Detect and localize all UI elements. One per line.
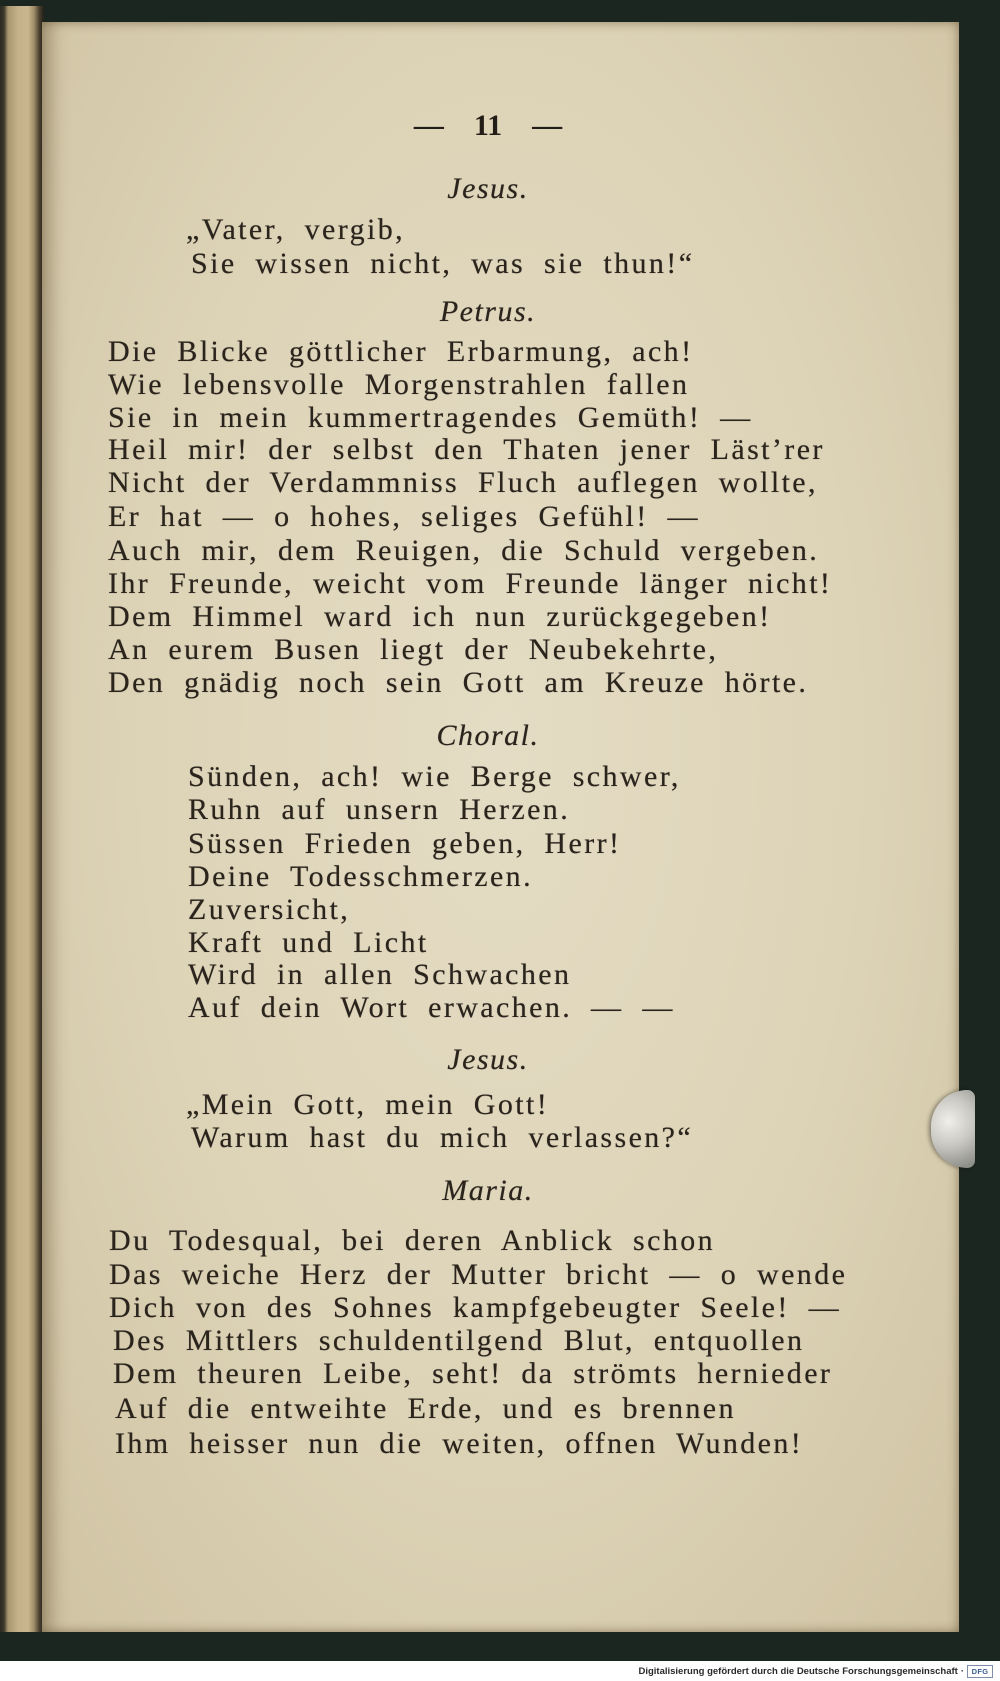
verse-line: Heil mir! der selbst den Thaten jener Läst’rer [108,433,825,466]
verse-line: „Vater, vergib, [186,213,406,246]
verse-line: Dich von des Sohnes kampfgebeugter Seele! — [109,1291,842,1324]
verse-line: Nicht der Verdammniss Fluch auflegen wollte, [108,466,818,499]
verse-line: Auf dein Wort erwachen. — — [188,991,675,1024]
verse-line: An eurem Busen liegt der Neubekehrte, [108,633,719,666]
verse-line: Dem theuren Leibe, seht! da strömts hernieder [113,1357,833,1390]
verse-line: Wird in allen Schwachen [188,958,572,991]
verse-line: Kraft und Licht [188,926,429,959]
verse-line: Süssen Frieden geben, Herr! [188,827,622,860]
speaker-heading: Jesus. [447,1043,529,1076]
page-number-dash-right: — [532,109,563,142]
digitization-credit-text: Digitalisierung gefördert durch die Deutsche Forschungsgemeinschaft [638,1665,958,1677]
verse-line: Ihr Freunde, weicht vom Freunde länger nicht! [108,567,833,600]
verse-line: Warum hast du mich verlassen?“ [191,1121,694,1154]
verse-line: Die Blicke göttlicher Erbarmung, ach! [108,335,694,368]
speaker-heading: Maria. [442,1174,534,1207]
verse-line: Sie in mein kummertragendes Gemüth! — [108,401,753,434]
page-number-dash-left: — [413,109,444,142]
speaker-heading: Choral. [436,719,540,752]
verse-line: Er hat — o hohes, seliges Gefühl! — [108,500,700,533]
verse-line: Deine Todesschmerzen. [188,860,533,893]
verse-line: Zuversicht, [188,893,351,926]
page-number [288,109,688,142]
verse-line: Ruhn auf unsern Herzen. [188,793,571,826]
verse-line: Den gnädig noch sein Gott am Kreuze hörte. [108,666,809,699]
verse-line: Das weiche Herz der Mutter bricht — o wende [109,1258,848,1291]
verse-line: Dem Himmel ward ich nun zurückgegeben! [108,600,772,633]
verse-line: Auch mir, dem Reuigen, die Schuld vergeben. [108,534,820,567]
verse-line: Ihm heisser nun die weiten, offnen Wunden! [115,1427,804,1460]
speaker-heading: Petrus. [439,295,537,328]
digitization-credit-bar [0,1661,1000,1681]
book-page [42,22,959,1632]
verse-line: Auf die entweihte Erde, und es brennen [115,1392,736,1425]
verse-line: Sünden, ach! wie Berge schwer, [188,760,681,793]
credit-separator: · [960,1665,964,1677]
previous-page-edge [0,6,44,1632]
verse-line: Wie lebensvolle Morgenstrahlen fallen [108,368,690,401]
speaker-heading: Jesus. [447,172,529,205]
dfg-logo: DFG [967,1665,993,1678]
verse-line: Des Mittlers schuldentilgend Blut, entquollen [113,1324,805,1357]
verse-line: Sie wissen nicht, was sie thun!“ [191,247,695,280]
verse-line: Du Todesqual, bei deren Anblick schon [109,1224,716,1257]
verse-line: „Mein Gott, mein Gott! [186,1088,550,1121]
page-number-value: 11 [473,109,503,142]
